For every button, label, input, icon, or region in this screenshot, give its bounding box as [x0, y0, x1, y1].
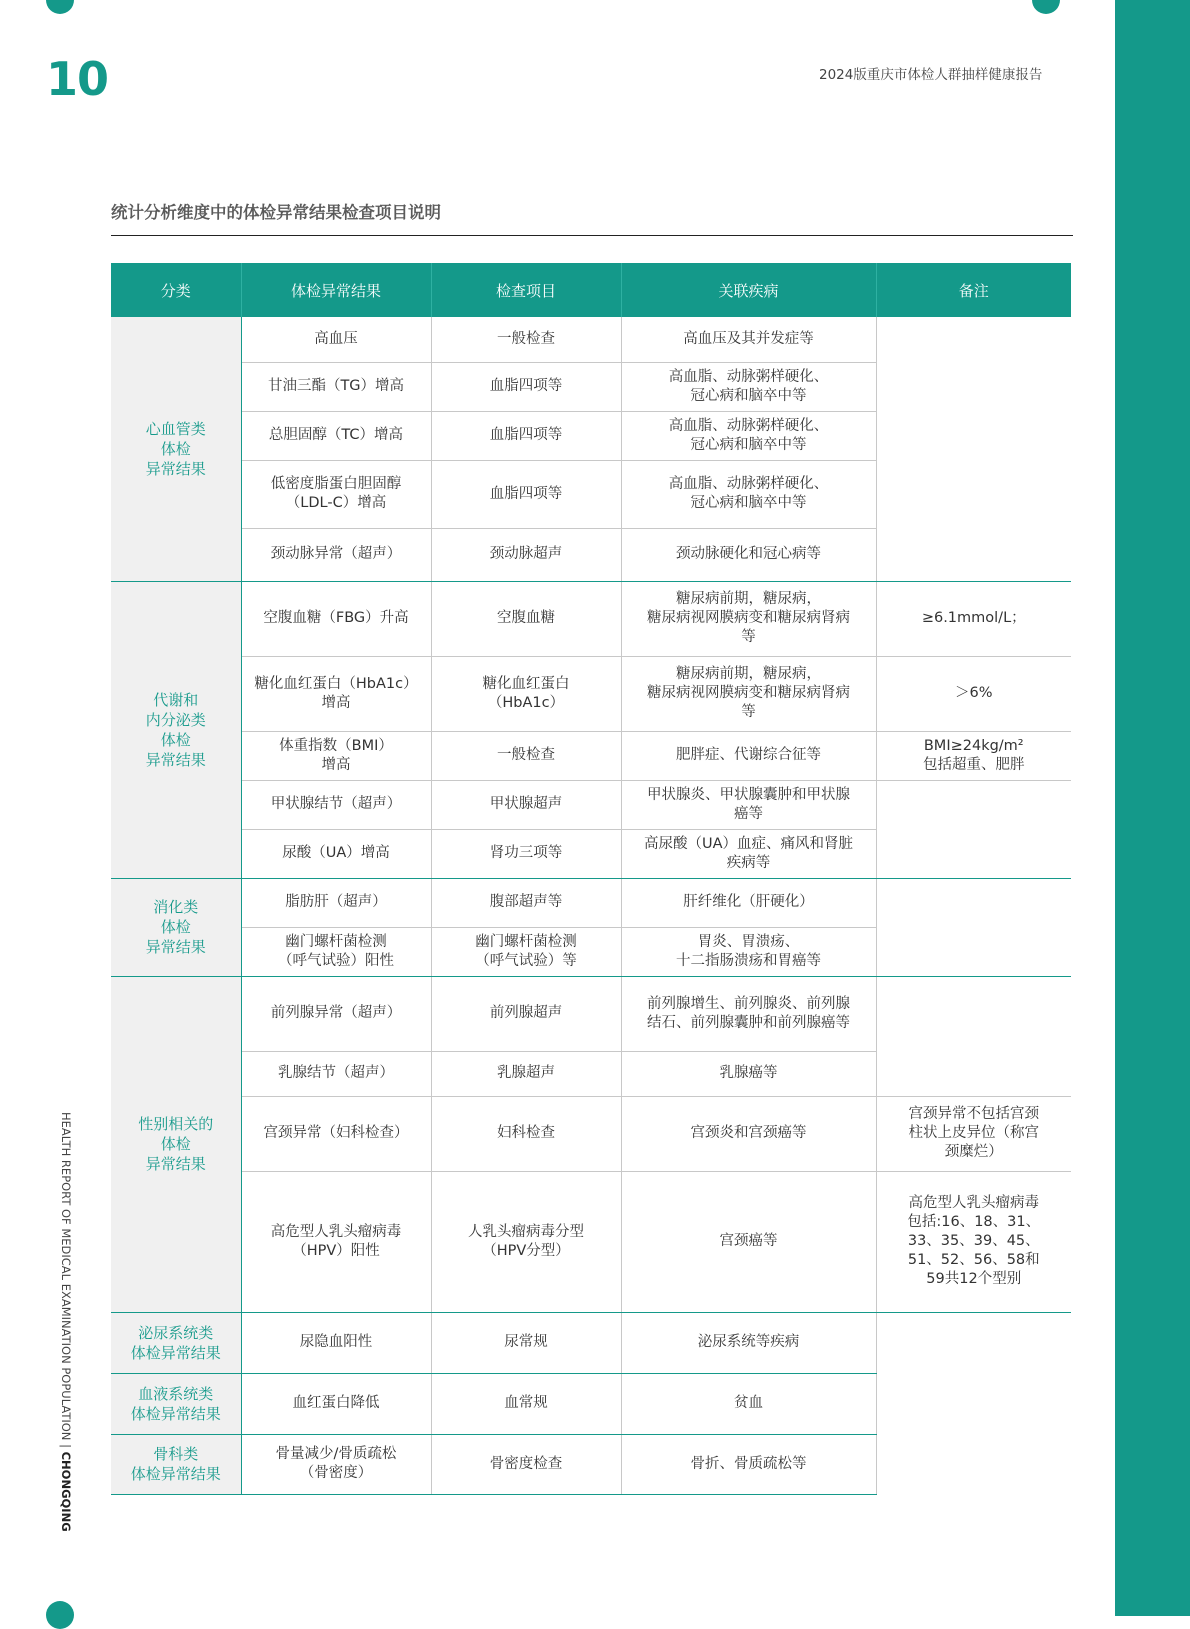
result-cell: 脂肪肝（超声） [241, 878, 431, 927]
report-title: 2024版重庆市体检人群抽样健康报告 [819, 67, 1043, 83]
table-row [111, 976, 1071, 1051]
table-row [111, 1312, 1071, 1373]
exam-cell: 乳腺超声 [431, 1051, 621, 1096]
disease-cell: 乳腺癌等 [621, 1051, 876, 1096]
side-caption-en: HEALTH REPORT OF MEDICAL EXAMINATION POPULATION [59, 1112, 73, 1441]
table-row [111, 1171, 1071, 1312]
note-cell [876, 780, 1071, 878]
side-caption-sep: | [59, 1444, 73, 1448]
exam-cell: 空腹血糖 [431, 581, 621, 656]
exam-cell: 骨密度检查 [431, 1434, 621, 1494]
result-cell: 低密度脂蛋白胆固醇 （LDL-C）增高 [241, 460, 431, 528]
result-cell: 尿隐血阳性 [241, 1312, 431, 1373]
result-cell: 幽门螺杆菌检测 （呼气试验）阳性 [241, 927, 431, 976]
result-cell: 前列腺异常（超声） [241, 976, 431, 1051]
table-row [111, 731, 1071, 780]
disease-cell: 甲状腺炎、甲状腺囊肿和甲状腺 癌等 [621, 780, 876, 829]
header-note: 备注 [876, 263, 1071, 317]
category-cardio: 心血管类 体检 异常结果 [111, 317, 241, 581]
table-row [111, 317, 1071, 362]
exam-cell: 颈动脉超声 [431, 528, 621, 581]
note-cell [876, 878, 1071, 976]
table-row [111, 1096, 1071, 1171]
section-title: 统计分析维度中的体检异常结果检查项目说明 [111, 203, 441, 222]
note-cell [876, 1312, 1071, 1494]
header-exam: 检查项目 [431, 263, 621, 317]
exam-cell: 前列腺超声 [431, 976, 621, 1051]
table-header-row [111, 263, 1071, 317]
disease-cell: 泌尿系统等疾病 [621, 1312, 876, 1373]
table-row [111, 780, 1071, 829]
exam-cell: 血脂四项等 [431, 460, 621, 528]
disease-cell: 胃炎、胃溃疡、 十二指肠溃疡和胃癌等 [621, 927, 876, 976]
category-bone: 骨科类 体检异常结果 [111, 1434, 241, 1494]
result-cell: 血红蛋白降低 [241, 1373, 431, 1434]
exam-items-table [111, 263, 1071, 1495]
category-metabolic: 代谢和 内分泌类 体检 异常结果 [111, 581, 241, 878]
result-cell: 宫颈异常（妇科检查） [241, 1096, 431, 1171]
category-digestive: 消化类 体检 异常结果 [111, 878, 241, 976]
exam-cell: 糖化血红蛋白 （HbA1c） [431, 656, 621, 731]
exam-cell: 血脂四项等 [431, 362, 621, 411]
result-cell: 甲状腺结节（超声） [241, 780, 431, 829]
disease-cell: 高血压及其并发症等 [621, 317, 876, 362]
result-cell: 甘油三酯（TG）增高 [241, 362, 431, 411]
disease-cell: 宫颈癌等 [621, 1171, 876, 1312]
exam-cell: 幽门螺杆菌检测 （呼气试验）等 [431, 927, 621, 976]
result-cell: 高危型人乳头瘤病毒 （HPV）阳性 [241, 1171, 431, 1312]
note-cell: BMI≥24kg/m² 包括超重、肥胖 [876, 731, 1071, 780]
result-cell: 尿酸（UA）增高 [241, 829, 431, 878]
exam-cell: 尿常规 [431, 1312, 621, 1373]
side-vertical-caption [57, 1112, 73, 1532]
disease-cell: 高血脂、动脉粥样硬化、 冠心病和脑卒中等 [621, 460, 876, 528]
exam-cell: 血脂四项等 [431, 411, 621, 460]
table-row [111, 581, 1071, 656]
table-row [111, 656, 1071, 731]
exam-cell: 一般检查 [431, 317, 621, 362]
category-urinary: 泌尿系统类 体检异常结果 [111, 1312, 241, 1373]
disease-cell: 糖尿病前期，糖尿病， 糖尿病视网膜病变和糖尿病肾病 等 [621, 581, 876, 656]
result-cell: 空腹血糖（FBG）升高 [241, 581, 431, 656]
result-cell: 总胆固醇（TC）增高 [241, 411, 431, 460]
disease-cell: 宫颈炎和宫颈癌等 [621, 1096, 876, 1171]
exam-cell: 腹部超声等 [431, 878, 621, 927]
disease-cell: 颈动脉硬化和冠心病等 [621, 528, 876, 581]
disease-cell: 高血脂、动脉粥样硬化、 冠心病和脑卒中等 [621, 411, 876, 460]
note-cell: 高危型人乳头瘤病毒 包括:16、18、31、 33、35、39、45、 51、52、56、58和 59共12个型别 [876, 1171, 1071, 1312]
note-cell [876, 317, 1071, 581]
disease-cell: 糖尿病前期，糖尿病， 糖尿病视网膜病变和糖尿病肾病 等 [621, 656, 876, 731]
disease-cell: 前列腺增生、前列腺炎、前列腺 结石、前列腺囊肿和前列腺癌等 [621, 976, 876, 1051]
note-cell: 宫颈异常不包括宫颈 柱状上皮异位（称宫 颈糜烂） [876, 1096, 1071, 1171]
exam-cell: 肾功三项等 [431, 829, 621, 878]
bottom-left-dot [46, 1601, 74, 1629]
exam-cell: 甲状腺超声 [431, 780, 621, 829]
result-cell: 颈动脉异常（超声） [241, 528, 431, 581]
exam-cell: 妇科检查 [431, 1096, 621, 1171]
section-divider [111, 235, 1073, 236]
note-cell [876, 976, 1071, 1096]
result-cell: 糖化血红蛋白（HbA1c） 增高 [241, 656, 431, 731]
top-left-dot [46, 0, 74, 14]
disease-cell: 肝纤维化（肝硬化） [621, 878, 876, 927]
result-cell: 骨量减少/骨质疏松 （骨密度） [241, 1434, 431, 1494]
disease-cell: 骨折、骨质疏松等 [621, 1434, 876, 1494]
header-category: 分类 [111, 263, 241, 317]
category-gender: 性别相关的 体检 异常结果 [111, 976, 241, 1312]
disease-cell: 肥胖症、代谢综合征等 [621, 731, 876, 780]
header-result: 体检异常结果 [241, 263, 431, 317]
right-color-band [1115, 0, 1190, 1616]
result-cell: 体重指数（BMI） 增高 [241, 731, 431, 780]
side-caption-city: CHONGQING [59, 1451, 73, 1532]
disease-cell: 高血脂、动脉粥样硬化、 冠心病和脑卒中等 [621, 362, 876, 411]
top-right-dot [1032, 0, 1060, 14]
header-disease: 关联疾病 [621, 263, 876, 317]
page-number: 10 [46, 52, 109, 106]
result-cell: 高血压 [241, 317, 431, 362]
exam-cell: 一般检查 [431, 731, 621, 780]
note-cell: ＞6% [876, 656, 1071, 731]
disease-cell: 贫血 [621, 1373, 876, 1434]
exam-cell: 血常规 [431, 1373, 621, 1434]
result-cell: 乳腺结节（超声） [241, 1051, 431, 1096]
disease-cell: 高尿酸（UA）血症、痛风和肾脏 疾病等 [621, 829, 876, 878]
category-blood: 血液系统类 体检异常结果 [111, 1373, 241, 1434]
table-row [111, 878, 1071, 927]
note-cell: ≥6.1mmol/L； [876, 581, 1071, 656]
exam-cell: 人乳头瘤病毒分型 （HPV分型） [431, 1171, 621, 1312]
